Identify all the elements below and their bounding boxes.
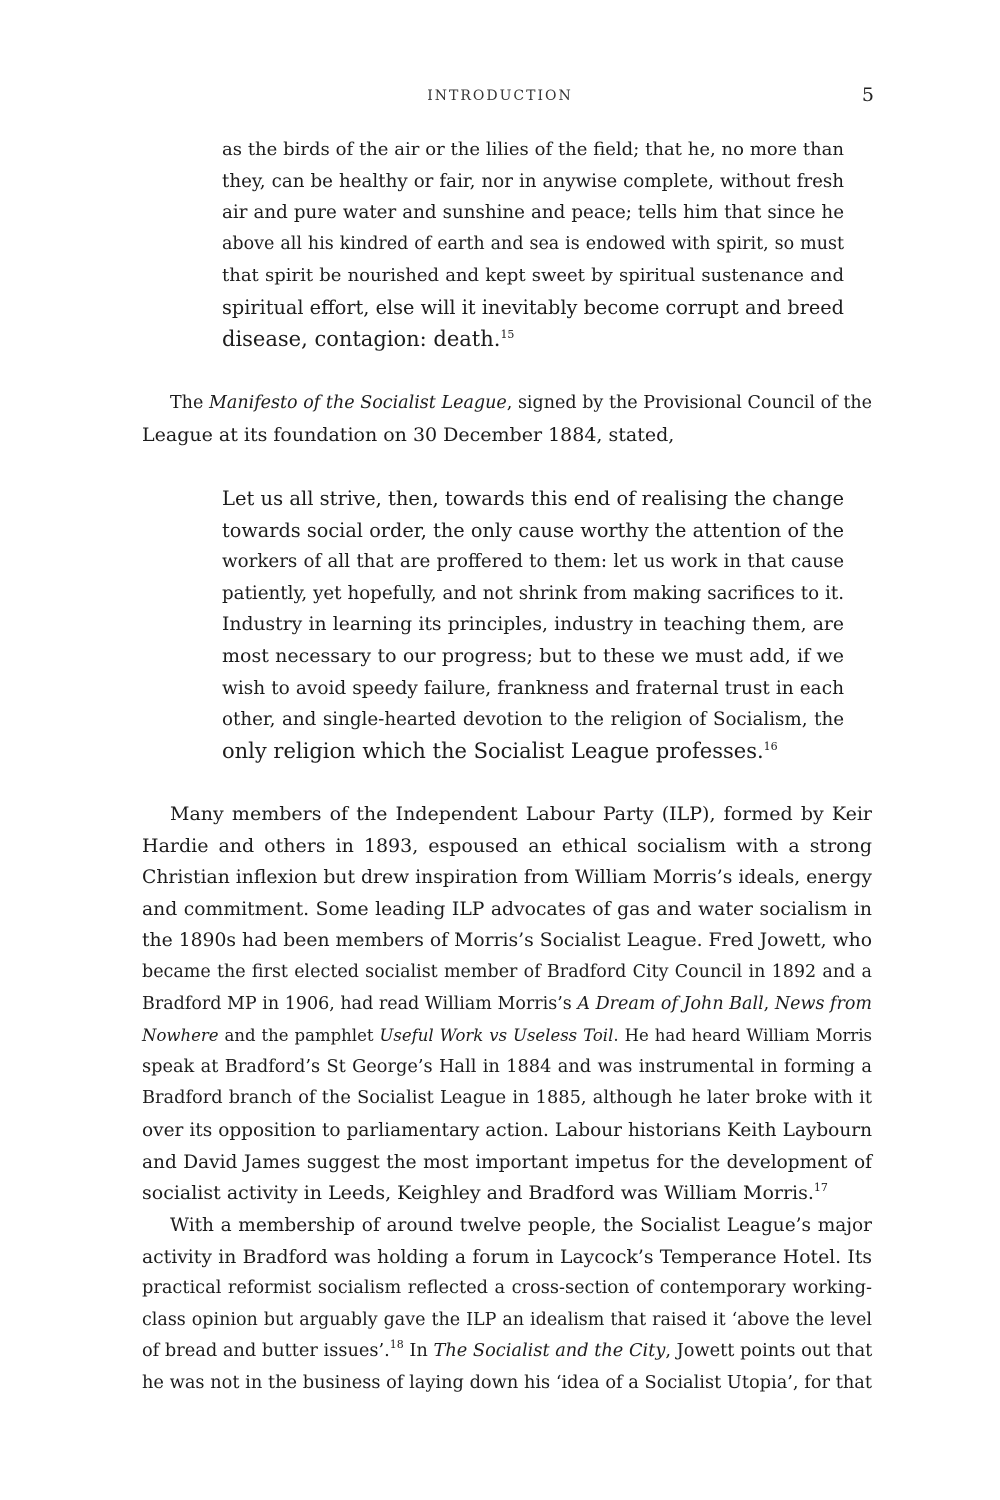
paragraph-1 bbox=[142, 388, 872, 451]
paragraph-line: he was not in the business of laying down his ‘idea of a Socialist Utopia’, for that bbox=[142, 1372, 872, 1393]
quote-line bbox=[222, 324, 844, 356]
footnote-ref: 18 bbox=[389, 1338, 404, 1352]
quote-line: that spirit be nourished and kept sweet by spiritual sustenance and bbox=[222, 265, 844, 287]
paragraph-line: Hardie and others in 1893, espoused an ethical socialism with a strong bbox=[142, 834, 872, 857]
paragraph-line: class opinion but arguably gave the ILP an idealism that raised it ‘above the level bbox=[142, 1309, 872, 1330]
quote-line: spiritual effort, else will it inevitably become corrupt and breed bbox=[222, 295, 844, 319]
text-run: socialist activity in Leeds, Keighley and Bradford was William Morris. bbox=[142, 1182, 814, 1205]
page-number: 5 bbox=[861, 84, 874, 106]
paragraph-line: became the first elected socialist member of Bradford City Council in 1892 and a bbox=[142, 961, 872, 982]
quote-line: wish to avoid speedy failure, frankness and fraternal trust in each bbox=[222, 677, 844, 699]
paragraph-line: and David James suggest the most important impetus for the development of bbox=[142, 1151, 872, 1173]
text-run: Bradford MP in 1906, had read William Morris’s bbox=[142, 993, 578, 1014]
footnote-ref: 17 bbox=[813, 1181, 828, 1195]
paragraph-line bbox=[142, 989, 872, 1021]
paragraph-line: Bradford branch of the Socialist League in 1885, although he later broke with it bbox=[142, 1088, 872, 1109]
text-run: The bbox=[170, 393, 204, 413]
quote-text: only religion which the Socialist League professes. bbox=[222, 738, 764, 763]
text-run: . He had heard William Morris bbox=[613, 1026, 873, 1046]
text-run: of bread and butter issues’. bbox=[142, 1341, 390, 1362]
block-quote-2 bbox=[222, 483, 844, 767]
quote-line: most necessary to our progress; but to these we must add, if we bbox=[222, 644, 844, 667]
italic-title: A Dream of John Ball bbox=[577, 993, 764, 1014]
italic-title: News from bbox=[774, 993, 872, 1014]
footnote-ref: 16 bbox=[763, 739, 778, 753]
paragraph-line bbox=[142, 1336, 872, 1368]
paragraph-line: speak at Bradford’s St George’s Hall in 1884 and was instrumental in forming a bbox=[142, 1056, 872, 1077]
paragraph-line: Christian inflexion but drew inspiration from William Morris’s ideals, energy bbox=[142, 867, 872, 889]
paragraph-2 bbox=[142, 799, 872, 1210]
paragraph-line bbox=[142, 388, 872, 420]
text-run: , signed by the Provisional Council of the bbox=[506, 393, 872, 413]
text-run: , Jowett points out that bbox=[665, 1341, 873, 1362]
paragraph-line bbox=[142, 1178, 872, 1210]
paragraph-line: practical reformist socialism reflected a cross-section of contemporary working- bbox=[142, 1278, 872, 1299]
quote-line: workers of all that are proffered to them: let us work in that cause bbox=[222, 551, 844, 573]
footnote-ref: 15 bbox=[500, 327, 515, 341]
italic-title: Manifesto of the Socialist League bbox=[208, 393, 507, 413]
paragraph-line: activity in Bradford was holding a forum in Laycock’s Temperance Hotel. Its bbox=[142, 1246, 872, 1268]
paragraph-3 bbox=[142, 1210, 872, 1400]
paragraph-line: With a membership of around twelve people, the Socialist League’s major bbox=[170, 1215, 872, 1236]
quote-line: above all his kindred of earth and sea is endowed with spirit, so must bbox=[222, 233, 844, 254]
quote-line: patiently, yet hopefully, and not shrink from making sacrifices to it. bbox=[222, 582, 844, 604]
quote-line bbox=[222, 736, 844, 768]
quote-line: other, and single-hearted devotion to the religion of Socialism, the bbox=[222, 709, 844, 731]
quote-line: Let us all strive, then, towards this end of realising the change bbox=[222, 487, 844, 510]
text-run: In bbox=[403, 1341, 434, 1362]
quote-text: disease, contagion: death. bbox=[222, 326, 501, 351]
paragraph-line: the 1890s had been members of Morris’s Socialist League. Fred Jowett, who bbox=[142, 930, 872, 952]
quote-line: Industry in learning its principles, industry in teaching them, are bbox=[222, 614, 844, 636]
italic-title: Nowhere bbox=[142, 1026, 219, 1046]
paragraph-line: over its opposition to parliamentary action. Labour historians Keith Laybourn bbox=[142, 1119, 872, 1141]
text-run: and the pamphlet bbox=[218, 1026, 380, 1046]
paragraph-line: League at its foundation on 30 December 1884, stated, bbox=[142, 423, 675, 446]
italic-title: The Socialist and the City bbox=[433, 1341, 666, 1362]
quote-line: as the birds of the air or the lilies of the field; that he, no more than bbox=[222, 139, 844, 160]
quote-line: they, can be healthy or fair, nor in anywise complete, without fresh bbox=[222, 170, 844, 192]
paragraph-line: and commitment. Some leading ILP advocates of gas and water socialism in bbox=[142, 898, 872, 920]
text-run: , bbox=[763, 993, 775, 1014]
paragraph-line: Many members of the Independent Labour Party (ILP), formed by Keir bbox=[170, 803, 872, 825]
quote-line: towards social order, the only cause worthy the attention of the bbox=[222, 518, 844, 542]
italic-title: Useful Work vs Useless Toil bbox=[379, 1026, 614, 1046]
quote-line: air and pure water and sunshine and peace; tells him that since he bbox=[222, 202, 844, 224]
paragraph-line bbox=[142, 1020, 872, 1052]
block-quote-1 bbox=[222, 134, 844, 355]
running-head: INTRODUCTION bbox=[427, 88, 573, 104]
